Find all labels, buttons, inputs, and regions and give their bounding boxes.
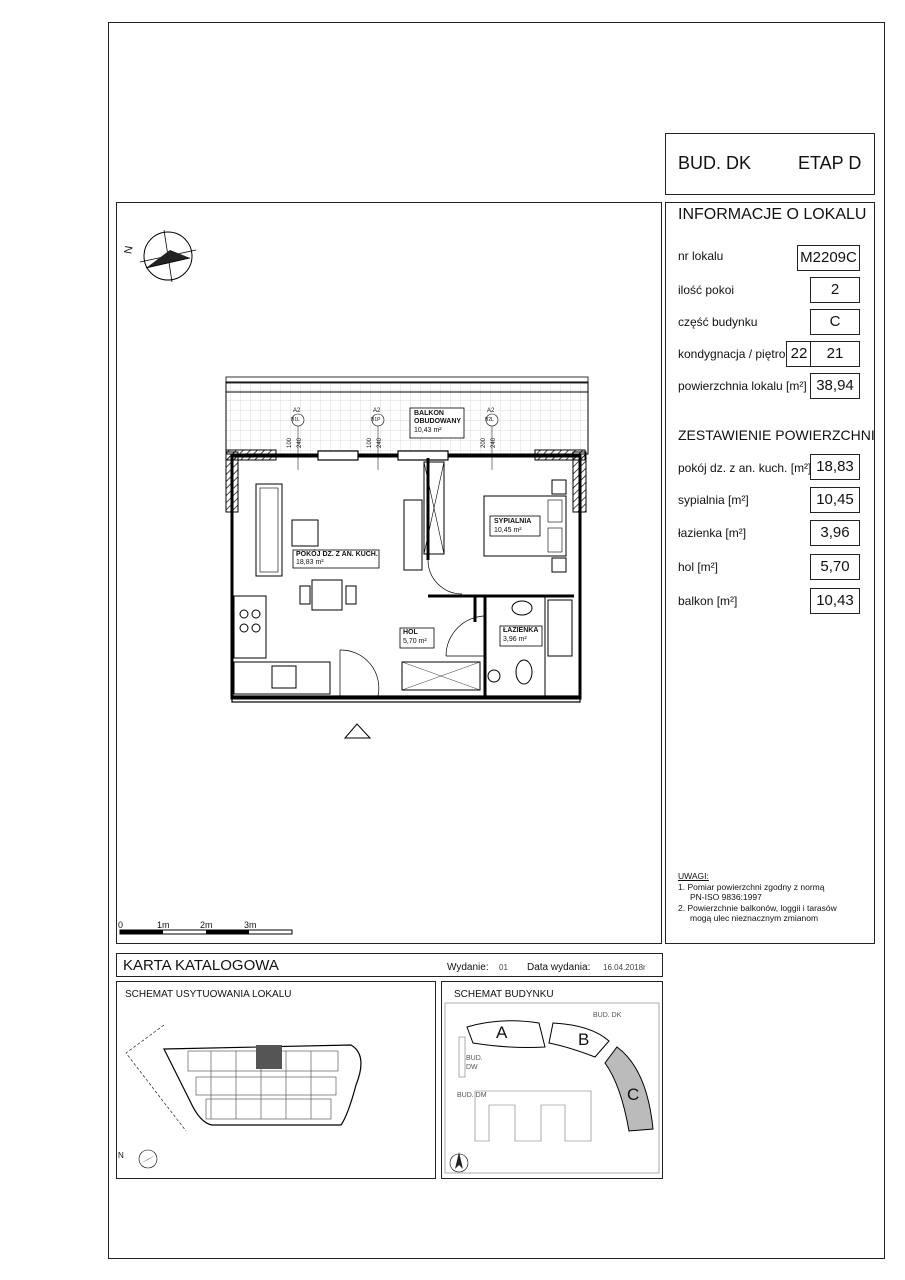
location-north-icon	[139, 1150, 157, 1168]
building-label: BUD. DK	[678, 153, 752, 173]
building-label-a: A	[496, 1023, 508, 1042]
info-label-rooms: ilość pokoi	[678, 283, 735, 297]
card-title: KARTA KATALOGOWA	[123, 957, 279, 974]
area-value-balcony: 10,43	[810, 588, 860, 614]
note-2: 2. Powierzchnie balkonów, loggii i tarasów	[678, 902, 837, 913]
header-box	[665, 133, 875, 195]
bedroom-label: SYPIALNIA	[494, 518, 532, 525]
floor-plan	[116, 202, 662, 944]
window-size-1b: 240	[297, 437, 304, 449]
bedroom-area: 10,45 m²	[494, 527, 522, 534]
area-label-bath: łazienka [m²]	[678, 526, 747, 540]
window-tag-2: A2	[373, 408, 381, 414]
notes	[678, 871, 837, 924]
scale-0: 0	[118, 920, 124, 930]
info-value-floor: 21	[810, 341, 860, 367]
stage-label: ETAP D	[798, 153, 862, 173]
north-arrow-icon	[140, 230, 196, 282]
balcony-area: 10,43 m²	[414, 427, 442, 434]
window-code-3: B2L	[485, 417, 494, 423]
balcony-label-2: OBUDOWANY	[414, 418, 462, 425]
area-label-hall: hol [m²]	[678, 560, 719, 574]
location-schema-title: SCHEMAT USYTUOWANIA LOKALU	[125, 989, 292, 1000]
bud-dw-label-2: DW	[466, 1064, 478, 1071]
edition-value: 01	[499, 963, 508, 972]
notes-title: UWAGI:	[678, 871, 709, 881]
scale-bar	[120, 930, 292, 934]
info-value-part: C	[810, 309, 860, 335]
scale-2m: 2m	[200, 920, 213, 930]
card-header-box	[116, 953, 663, 977]
area-value-bath: 3,96	[810, 520, 860, 546]
location-north-label: N	[118, 1151, 124, 1160]
info-value-level: 22	[786, 341, 811, 367]
info-label-nr: nr lokalu	[678, 249, 724, 263]
area-value-hall: 5,70	[810, 554, 860, 580]
edition-label: Wydanie:	[447, 962, 489, 973]
note-1b: PN-ISO 9836:1997	[690, 892, 762, 902]
info-title: INFORMACJE O LOKALU	[678, 206, 867, 223]
hall-area: 5,70 m²	[403, 638, 427, 645]
info-value-nr: M2209C	[797, 245, 860, 271]
info-label-floor: kondygnacja / piętro	[678, 347, 786, 361]
living-label: POKÓJ DZ. Z AN. KUCH.	[296, 551, 378, 558]
building-north-icon	[450, 1152, 468, 1172]
hall-label: HOL	[403, 629, 418, 636]
north-label: N	[122, 245, 136, 255]
area-value-living: 18,83	[810, 454, 860, 480]
info-value-rooms: 2	[810, 277, 860, 303]
window-code-2: B1P	[371, 417, 381, 423]
entrance-arrow-icon	[345, 724, 370, 738]
info-label-part: część budynku	[678, 315, 758, 329]
date-label: Data wydania:	[527, 962, 591, 973]
date-value: 16.04.2018r	[603, 963, 646, 972]
info-value-area: 38,94	[810, 373, 860, 399]
area-label-bedroom: sypialnia [m²]	[678, 493, 749, 507]
bud-dm-label: BUD. DM	[457, 1092, 487, 1099]
area-label-living: pokój dz. z an. kuch. [m²]	[678, 461, 812, 475]
building-schema	[441, 981, 663, 1179]
summary-title: ZESTAWIENIE POWIERZCHNI	[678, 427, 875, 443]
bath-area: 3,96 m²	[503, 636, 527, 643]
window-size-2a: 100	[367, 437, 374, 449]
window-tag-3: A2	[487, 408, 495, 414]
building-schema-title: SCHEMAT BUDYNKU	[454, 989, 554, 1000]
building-label-b: B	[578, 1030, 590, 1049]
window-size-3b: 240	[491, 437, 498, 449]
window-tag-1: A2	[293, 408, 301, 414]
window-size-1a: 100	[287, 437, 294, 449]
note-1: 1. Pomiar powierzchni zgodny z normą	[678, 881, 825, 892]
area-value-bedroom: 10,45	[810, 487, 860, 513]
note-2b: mogą ulec nieznacznym zmianom	[690, 913, 819, 923]
location-schema	[116, 981, 436, 1179]
scale-1m: 1m	[157, 920, 170, 930]
balcony-label: BALKON	[414, 410, 444, 417]
building-label-c: C	[627, 1085, 640, 1104]
window-size-2b: 240	[377, 437, 384, 449]
info-label-area: powierzchnia lokalu [m²]	[678, 379, 807, 393]
bath-label: ŁAZIENKA	[503, 627, 539, 634]
area-label-balcony: balkon [m²]	[678, 594, 738, 608]
window-size-3a: 200	[481, 437, 488, 449]
window-code-1: B1L	[291, 417, 300, 423]
scale-3m: 3m	[244, 920, 257, 930]
living-area: 18,83 m²	[296, 559, 324, 566]
bud-dk-label: BUD. DK	[593, 1012, 622, 1019]
bud-dw-label: BUD.	[466, 1055, 483, 1062]
